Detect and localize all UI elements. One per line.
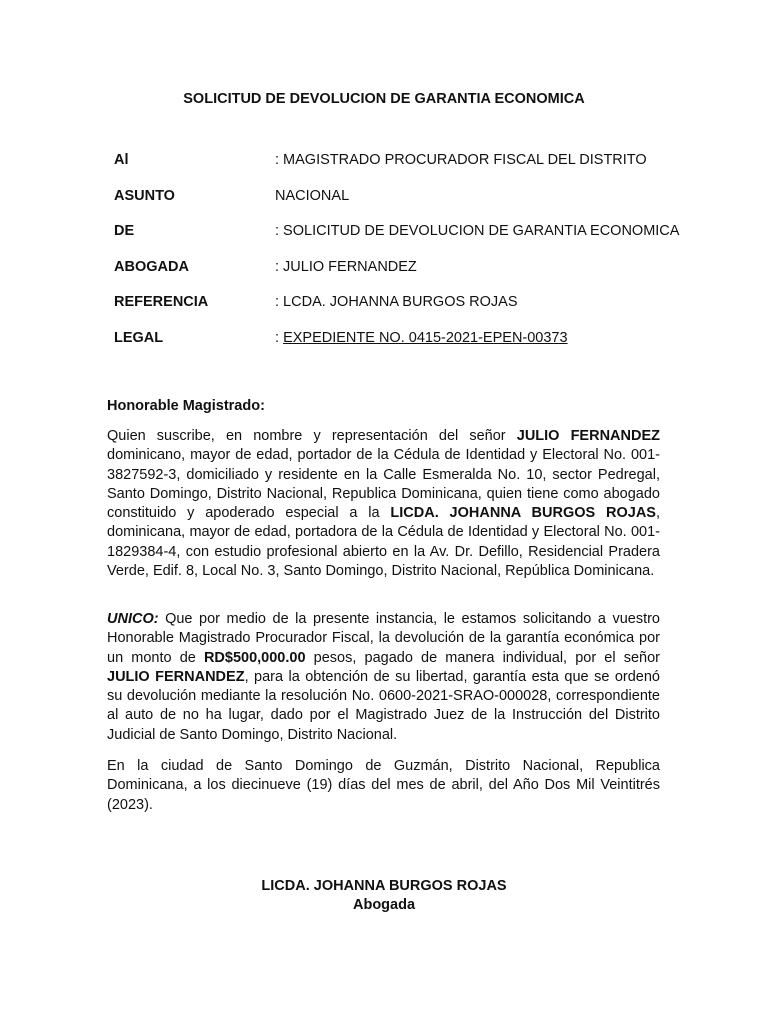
text-span: Que por medio de la presente instancia, le estamos solicitando a vuestro Honorable Magistrado Procurador Fiscal, la devolución de la garantía económica por un monto de (107, 611, 660, 666)
header-value: NACIONAL (275, 188, 350, 204)
text-span: , dominicana, mayor de edad, portadora de la Cédula de Identidad y Electoral No. 001-1829384-4, con estudio profesional abierto en la Av. Dr. Defillo, Residencial Pradera Verde, Edif. 8, Local No. 3, Santo Domingo, Distrito Nacional, República Dominicana. (107, 505, 660, 580)
text-span: , para la obtención de su libertad, garantía esta que se ordenó su devolución mediante la resolución No. 0600-2021-SRAO-000028, correspondiente al auto de no ha lugar, dado por el Magistrado Juez de la Instrucción del Distrito Judicial de Santo Domingo, Distrito Nacional. (107, 668, 660, 743)
client-name: JULIO FERNANDEZ (107, 668, 245, 685)
header-label: ASUNTO (114, 188, 175, 204)
paragraph-intro (107, 427, 660, 581)
signature-name: LICDA. JOHANNA BURGOS ROJAS (261, 878, 507, 894)
header-value (275, 328, 568, 348)
client-name: JULIO FERNANDEZ (516, 428, 660, 444)
signature-role: Abogada (352, 897, 416, 913)
header-label: DE (114, 223, 135, 239)
header-label: ABOGADA (114, 259, 189, 275)
paragraph-unico (107, 610, 660, 745)
header-value: : JULIO FERNANDEZ (275, 259, 417, 275)
header-label: LEGAL (114, 330, 164, 346)
header-value: : LCDA. JOHANNA BURGOS ROJAS (275, 294, 518, 310)
salutation: Honorable Magistrado: (107, 398, 265, 414)
amount: RD$500,000.00 (203, 649, 306, 666)
text-span: pesos, pagado de manera individual, por el señor (305, 649, 660, 666)
lawyer-name: LICDA. JOHANNA BURGOS ROJAS (390, 505, 656, 522)
paragraph-closing: En la ciudad de Santo Domingo de Guzmán, Distrito Nacional, Republica Dominicana, a los diecinueve (19) días del mes de abril, del Año Dos Mil Veintitrés (2023). (107, 758, 660, 813)
unico-label: UNICO: (107, 611, 159, 627)
header-label: Al (114, 152, 129, 168)
header-label: REFERENCIA (114, 294, 209, 310)
expediente-number: EXPEDIENTE NO. 0415-2021-EPEN-00373 (283, 330, 568, 346)
header-value: : SOLICITUD DE DEVOLUCION DE GARANTIA ECONOMICA (275, 223, 680, 239)
text-span: dominicano, mayor de edad, portador de la Cédula de Identidad y Electoral No. 001-3827592-3, domiciliado y residente en la Calle Esmeralda No. 10, sector Pedregal, Santo Domingo, Distrito Nacional, Republica Dominicana, quien tiene como abogado constituido y apoderado especial a la (107, 447, 660, 522)
header-value-prefix: : (275, 330, 284, 346)
text-span: Quien suscribe, en nombre y representación del señor (107, 428, 517, 444)
header-value: : MAGISTRADO PROCURADOR FISCAL DEL DISTRITO (275, 152, 647, 168)
document-title: SOLICITUD DE DEVOLUCION DE GARANTIA ECONOMICA (183, 91, 585, 107)
